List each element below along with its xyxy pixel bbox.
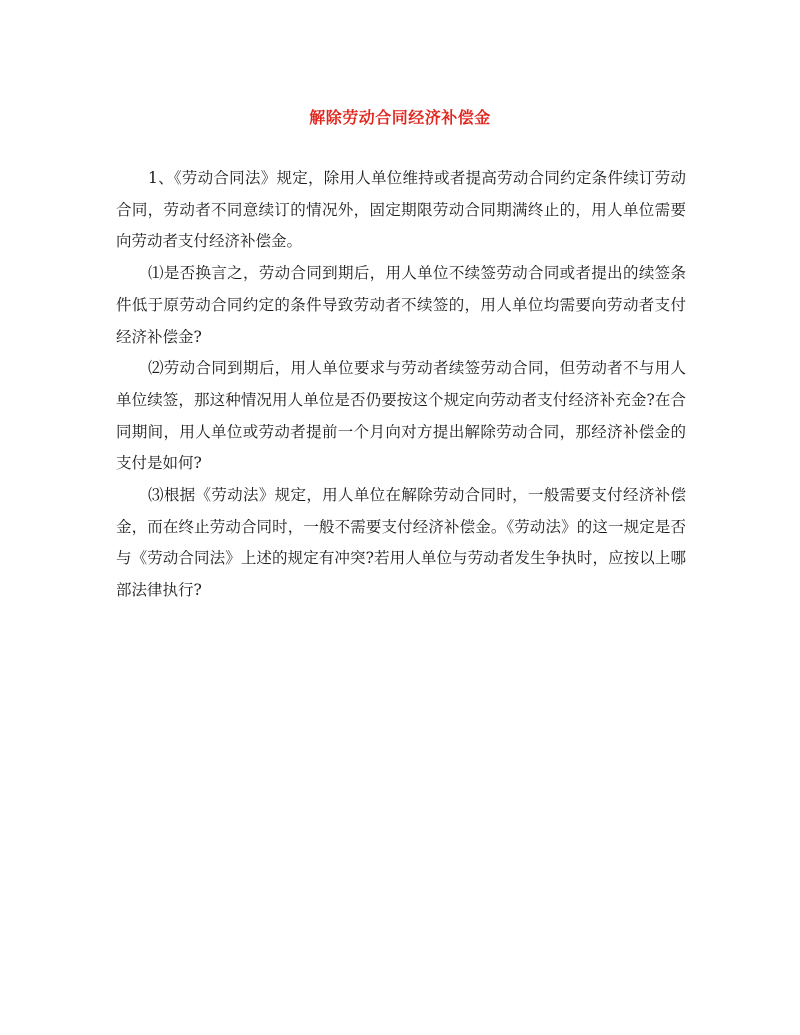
paragraph-2: ⑴是否换言之，劳动合同到期后，用人单位不续签劳动合同或者提出的续签条件低于原劳动合同约定的条件导致劳动者不续签的，用人单位均需要向劳动者支付经济补偿金? xyxy=(116,264,686,346)
document-body xyxy=(116,163,686,607)
paragraph-3: ⑵劳动合同到期后，用人单位要求与劳动者续签劳动合同，但劳动者不与用人单位续签，那这种情况用人单位是否仍要按这个规定向劳动者支付经济补充金?在合同期间，用人单位或劳动者提前一个月向对方提出解除劳动合同，那经济补偿金的支付是如何? xyxy=(116,359,686,473)
document-title: 解除劳动合同经济补偿金 xyxy=(309,108,491,127)
paragraph-1: 1、《劳动合同法》规定，除用人单位维持或者提高劳动合同约定条件续订劳动合同，劳动者不同意续订的情况外，固定期限劳动合同期满终止的，用人单位需要向劳动者支付经济补偿金。 xyxy=(116,169,686,251)
paragraph-4: ⑶根据《劳动法》规定，用人单位在解除劳动合同时，一般需要支付经济补偿金，而在终止劳动合同时，一般不需要支付经济补偿金。《劳动法》的这一规定是否与《劳动合同法》上述的规定有冲突?若用人单位与劳动者发生争执时，应按以上哪部法律执行? xyxy=(116,486,686,600)
